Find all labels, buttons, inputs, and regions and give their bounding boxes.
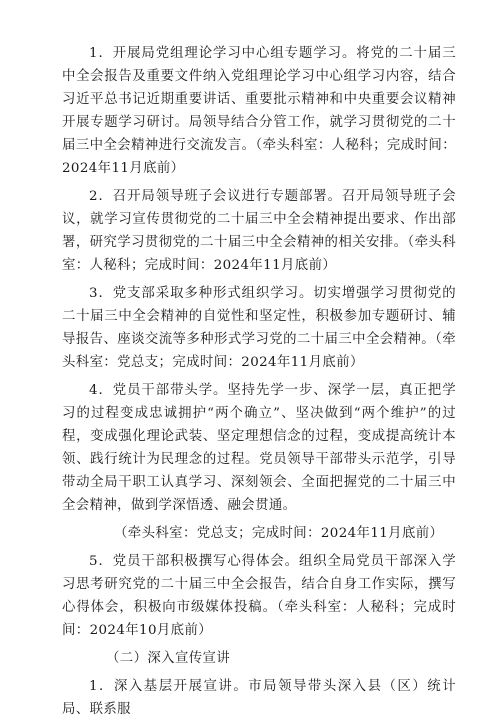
paragraph-item-3: 3．党支部采取多种形式组织学习。切实增强学习贯彻党的二十届三中全会精神的自觉性和坚定性，积极参加专题研讨、辅导报告、座谈交流等多种形式学习党的二十届三中全会精神。（牵头科室：党总支；完成时间：2024年11月底前） [62,286,456,370]
paragraph-subsection-item-1: 1．深入基层开展宣讲。市局领导带头深入县（区）统计局、联系服 [62,679,456,717]
paragraph-item-4-note: （牵头科室：党总支；完成时间：2024年11月底前） [114,526,444,541]
section-heading: （二）深入宣传宣讲 [106,651,231,666]
paragraph-item-1: 1．开展局党组理论学习中心组专题学习。将党的二十届三中全会报告及重要文件纳入党组理论学习中心组学习内容，结合习近平总书记近期重要讲话、重要批示精神和中央重要会议精神开展专题学习研讨。局领导结合分管工作，就学习贯彻党的二十届三中全会精神进行交流发言。（牵头科室：人秘科；完成时间：2024年11月底前） [62,46,456,176]
paragraph-item-5: 5．党员干部积极撰写心得体会。组织全局党员干部深入学习思考研究党的二十届三中全会报告，结合自身工作实际，撰写心得体会，积极向市级媒体投稿。（牵头科室：人秘科；完成时间：2024年10月底前） [62,554,456,638]
paragraph-item-2: 2．召开局领导班子会议进行专题部署。召开局领导班子会议，就学习宣传贯彻党的二十届三中全会精神提出要求、作出部署，研究学习贯彻党的二十届三中全会精神的相关安排。（牵头科室：人秘科；完成时间：2024年11月底前） [62,189,456,273]
paragraph-item-4: 4．党员干部带头学。坚持先学一步、深学一层，真正把学习的过程变成忠诚拥护“两个确立”、坚决做到“两个维护”的过程，变成强化理论武装、坚定理想信念的过程，变成提高统计本领、践行统计为民理念的过程。党员领导干部带头示范学，引导带动全局干职工认真学习、深刻领会、全面把握党的二十届三中全会精神，做到学深悟透、融会贯通。 [62,383,456,513]
